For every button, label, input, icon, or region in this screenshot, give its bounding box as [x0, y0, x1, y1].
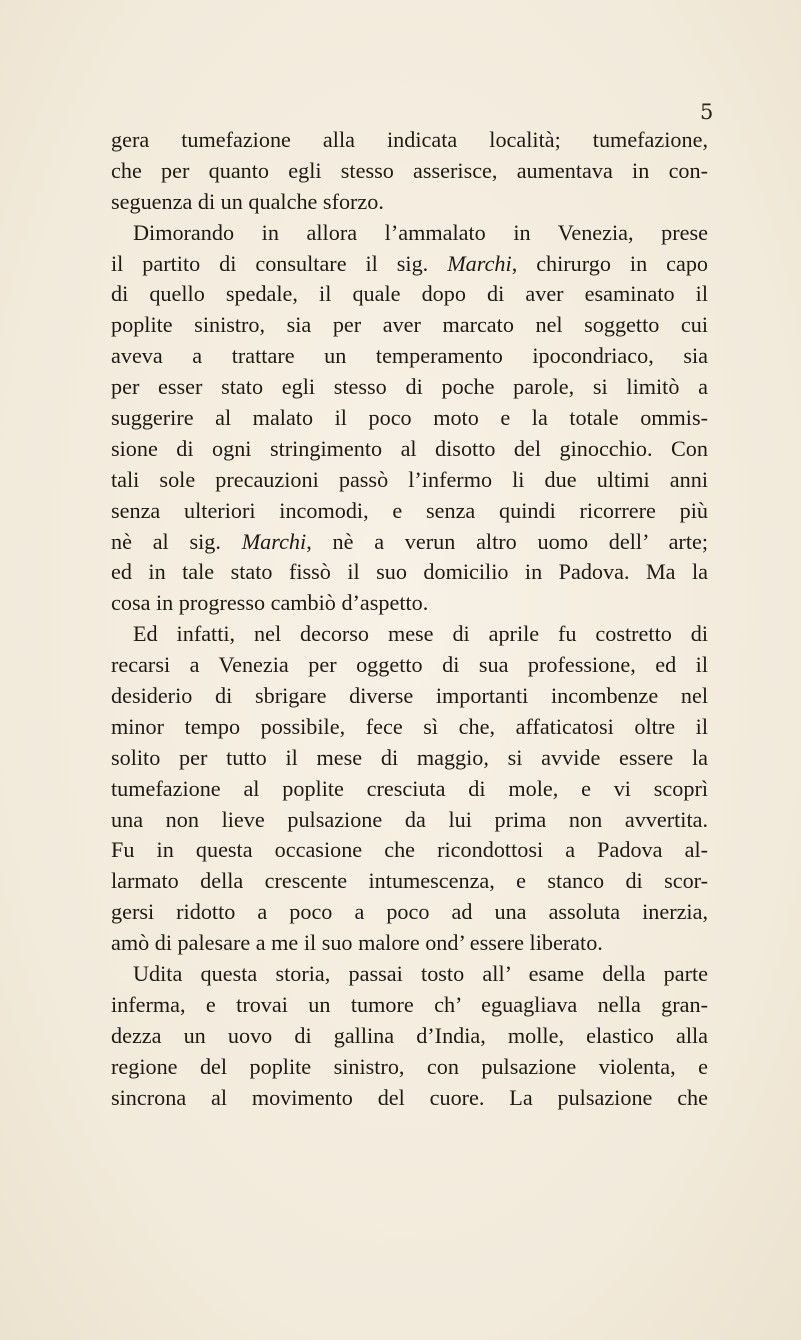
- text-line: per esser stato egli stesso di poche parole, si limitò a: [111, 374, 708, 400]
- text-line: ed in tale stato fissò il suo domicilio in Padova. Ma la: [111, 559, 708, 585]
- text-line: solito per tutto il mese di maggio, si avvide essere la: [111, 744, 708, 770]
- text-line: larmato della crescente intumescenza, e stanco di scor-: [111, 868, 708, 894]
- text-line: una non lieve pulsazione da lui prima non avvertita.: [111, 806, 708, 832]
- text-line: suggerire al malato il poco moto e la totale ommis-: [111, 405, 708, 431]
- text-line: Udita questa storia, passai tosto all’ esame della parte: [133, 961, 708, 987]
- text-line: seguenza di un qualche sforzo.: [111, 188, 384, 214]
- text-line: minor tempo possibile, fece sì che, affaticatosi oltre il: [111, 713, 708, 739]
- text-line: dezza un uovo di gallina d’India, molle, elastico alla: [111, 1022, 708, 1048]
- text-line: nè al sig. Marchi, nè a verun altro uomo dell’ arte;: [111, 528, 708, 554]
- text-line: desiderio di sbrigare diverse importanti incombenze nel: [111, 683, 708, 709]
- text-line: di quello spedale, il quale dopo di aver esaminato il: [111, 281, 708, 307]
- italic-name: Marchi: [241, 528, 307, 554]
- text-line: regione del poplite sinistro, con pulsazione violenta, e: [111, 1053, 708, 1079]
- text-line: gersi ridotto a poco a poco ad una assoluta inerzia,: [111, 899, 708, 925]
- text-line: recarsi a Venezia per oggetto di sua professione, ed il: [111, 652, 708, 678]
- text-line: che per quanto egli stesso asserisce, aumentava in con-: [111, 157, 708, 183]
- body-text: [111, 125, 708, 1114]
- text-line: sincrona al movimento del cuore. La pulsazione che: [111, 1084, 708, 1110]
- text-line: Fu in questa occasione che ricondottosi a Padova al-: [111, 837, 708, 863]
- text-line: poplite sinistro, sia per aver marcato nel soggetto cui: [111, 312, 708, 338]
- text-line: tumefazione al poplite cresciuta di mole, e vi scoprì: [111, 775, 708, 801]
- text-line: cosa in progresso cambiò d’aspetto.: [111, 590, 429, 616]
- italic-name: Marchi: [447, 250, 512, 276]
- text-line: il partito di consultare il sig. Marchi, chirurgo in capo: [111, 250, 709, 276]
- text-line: sione di ogni stringimento al disotto del ginocchio. Con: [111, 435, 708, 461]
- text-line: Ed infatti, nel decorso mese di aprile fu costretto di: [133, 621, 708, 647]
- text-line: senza ulteriori incomodi, e senza quindi ricorrere più: [111, 497, 708, 523]
- text-line: inferma, e trovai un tumore ch’ eguagliava nella gran-: [111, 991, 708, 1017]
- text-line: Dimorando in allora l’ammalato in Venezia, prese: [133, 219, 708, 245]
- text-line: gera tumefazione alla indicata località; tumefazione,: [111, 127, 708, 152]
- page-number: 5: [700, 100, 714, 124]
- text-line: amò di palesare a me il suo malore ond’ essere liberato.: [111, 930, 603, 956]
- text-line: tali sole precauzioni passò l’infermo li due ultimi anni: [111, 466, 708, 492]
- text-line: aveva a trattare un temperamento ipocondriaco, sia: [111, 343, 708, 369]
